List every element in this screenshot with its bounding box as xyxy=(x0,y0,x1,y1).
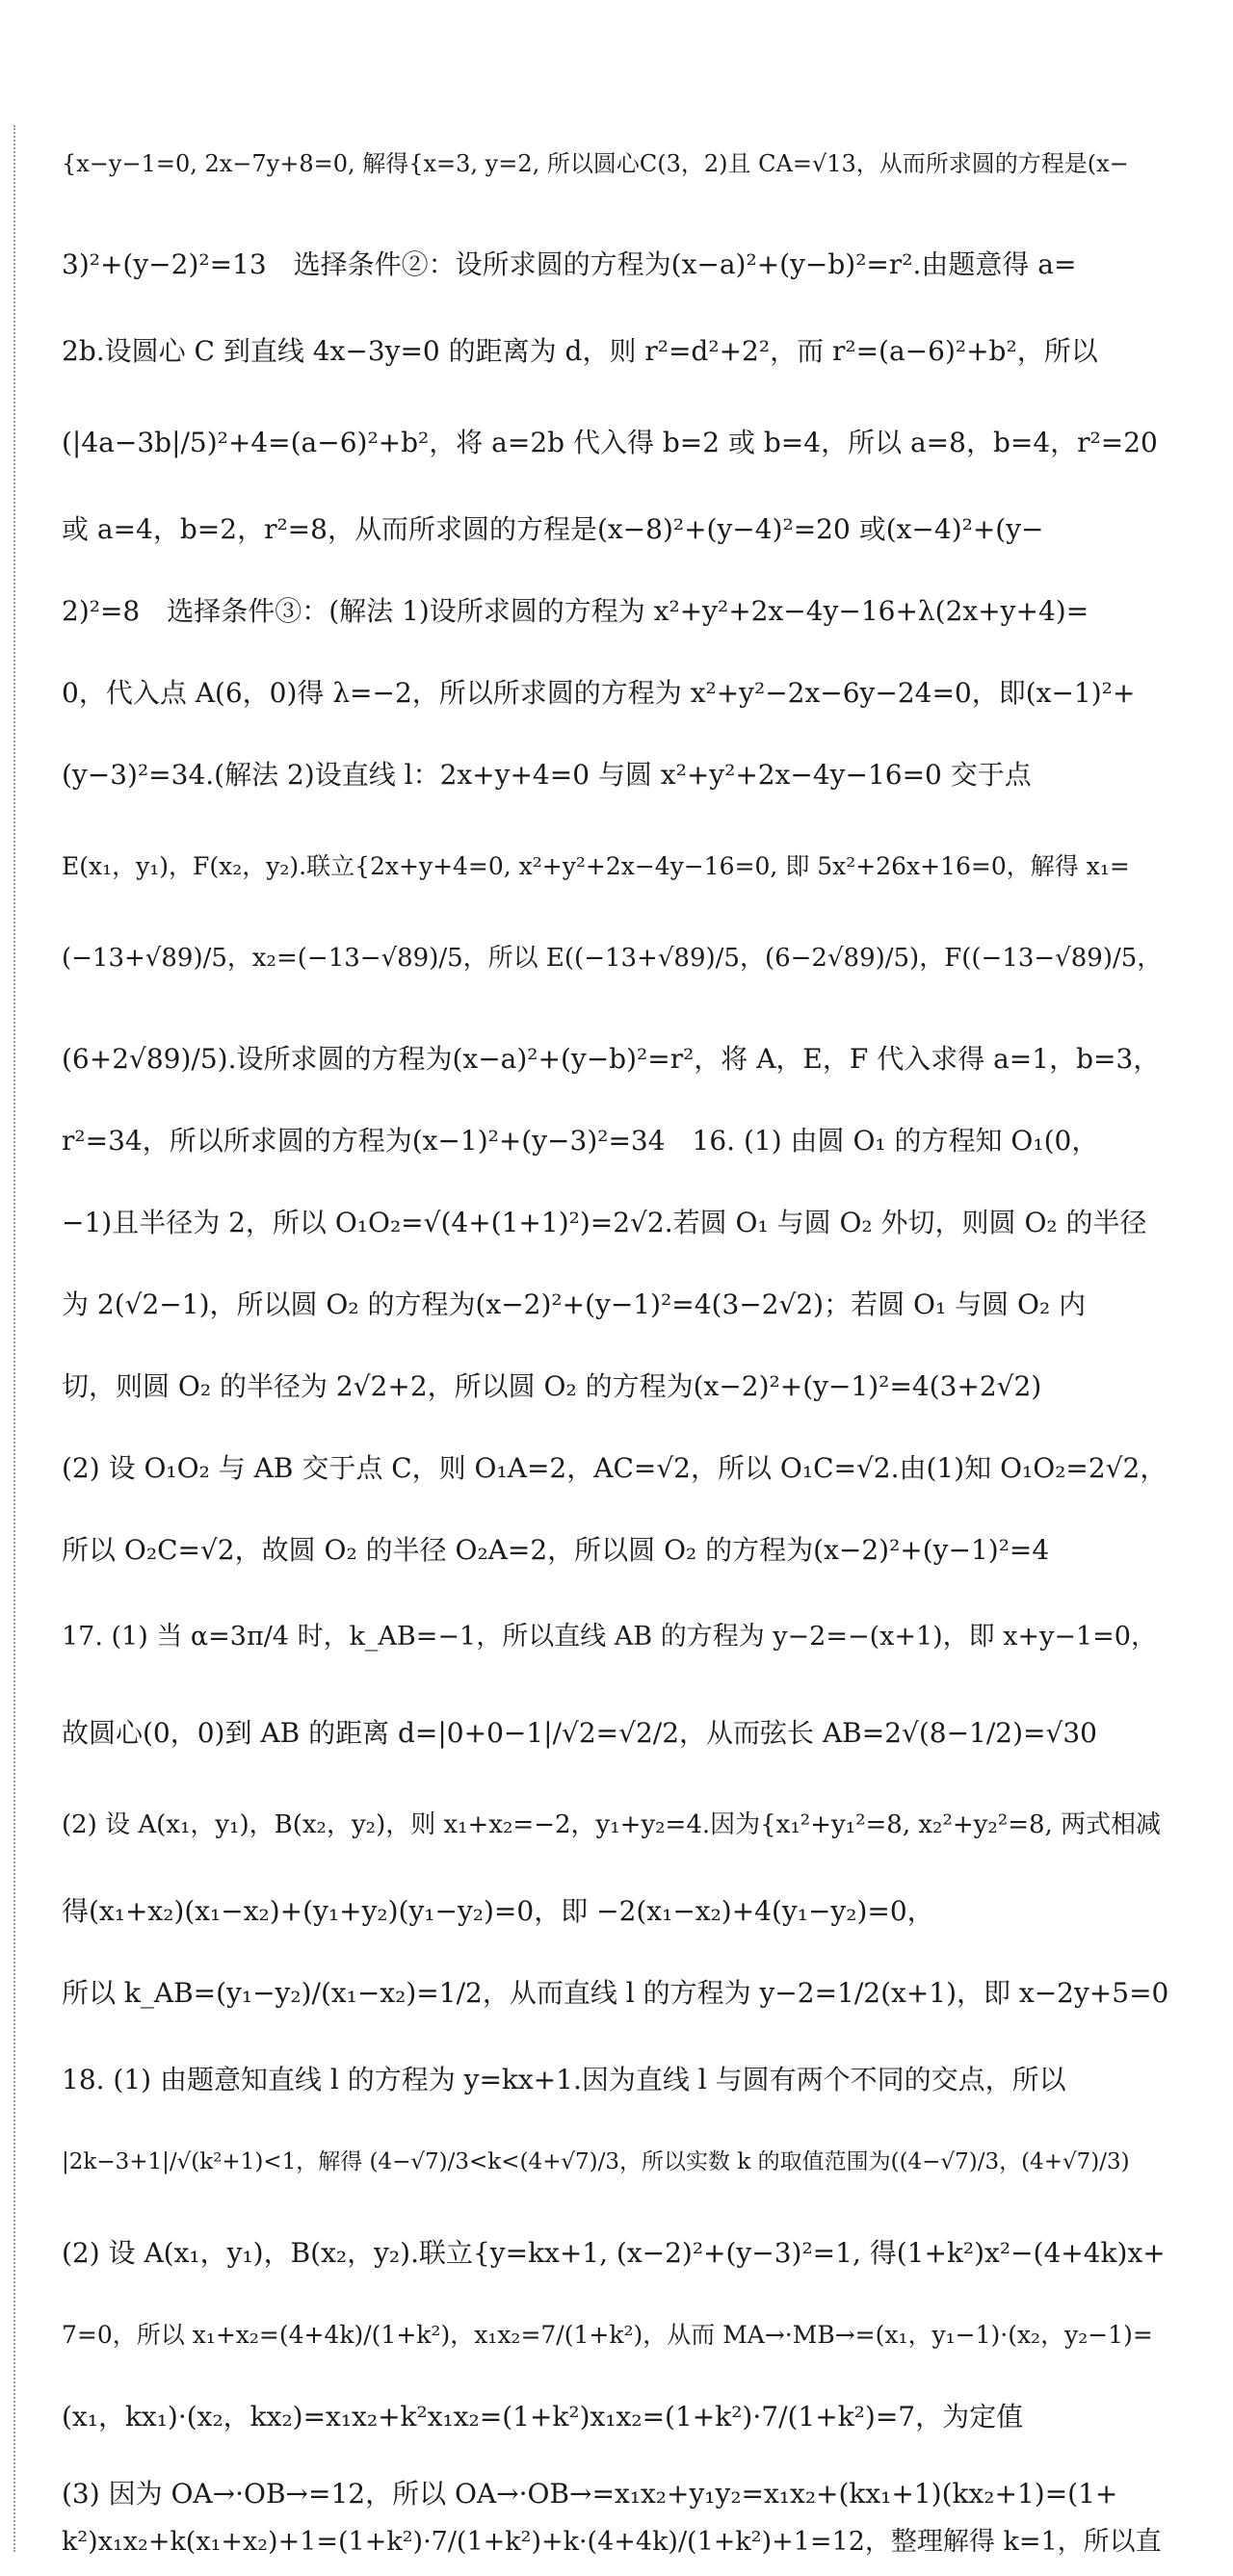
text-line: E(x₁，y₁)，F(x₂，y₂).联立{2x+y+4=0, x²+y²+2x−4y−16=0, 即 5x²+26x+16=0，解得 x₁= xyxy=(62,852,1130,880)
text-line: (x₁，kx₁)·(x₂，kx₂)=x₁x₂+k²x₁x₂=(1+k²)x₁x₂=(1+k²)·7/(1+k²)=7，为定值 xyxy=(62,2401,1024,2433)
text-line: (2) 设 A(x₁，y₁)，B(x₂，y₂).联立{y=kx+1, (x−2)²+(y−3)²=1, 得(1+k²)x²−(4+4k)x+ xyxy=(62,2237,1166,2269)
text-line: 切，则圆 O₂ 的半径为 2√2+2，所以圆 O₂ 的方程为(x−2)²+(y−1)²=4(3+2√2) xyxy=(62,1370,1042,1402)
text-line: (−13+√89)/5，x₂=(−13−√89)/5，所以 E((−13+√89)/5，(6−2√89)/5)，F((−13−√89)/5， xyxy=(62,944,1163,973)
text-line: (3) 因为 OA→·OB→=12，所以 OA→·OB→=x₁x₂+y₁y₂=x₁x₂+(kx₁+1)(kx₂+1)=(1+ xyxy=(62,2478,1118,2510)
text-line: 2b.设圆心 C 到直线 4x−3y=0 的距离为 d，则 r²=d²+2²，而 r²=(a−6)²+b²，所以 xyxy=(62,335,1098,367)
text-line: 或 a=4，b=2，r²=8，从而所求圆的方程是(x−8)²+(y−4)²=20 或(x−4)²+(y− xyxy=(62,513,1044,545)
text-line: 18. (1) 由题意知直线 l 的方程为 y=kx+1.因为直线 l 与圆有两个不同的交点，所以 xyxy=(62,2064,1066,2095)
text-line: 17. (1) 当 α=3π/4 时，k_AB=−1，所以直线 AB 的方程为 y−2=−(x+1)，即 x+y−1=0， xyxy=(62,1622,1157,1652)
text-line: (2) 设 O₁O₂ 与 AB 交于点 C，则 O₁A=2，AC=√2，所以 O₁C=√2.由(1)知 O₁O₂=2√2， xyxy=(62,1452,1167,1484)
text-line: (|4a−3b|/5)²+4=(a−6)²+b²，将 a=2b 代入得 b=2 或 b=4，所以 a=8，b=4，r²=20 xyxy=(62,427,1158,458)
text-line: 2)²=8 选择条件③：(解法 1)设所求圆的方程为 x²+y²+2x−4y−16+λ(2x+y+4)= xyxy=(62,595,1089,627)
text-line: {x−y−1=0, 2x−7y+8=0, 解得{x=3, y=2, 所以圆心C(3，2)且 CA=√13，从而所求圆的方程是(x− xyxy=(62,150,1129,177)
text-line: r²=34，所以所求圆的方程为(x−1)²+(y−3)²=34 16. (1) 由圆 O₁ 的方程知 O₁(0， xyxy=(62,1125,1099,1157)
text-line: 得(x₁+x₂)(x₁−x₂)+(y₁+y₂)(y₁−y₂)=0，即 −2(x₁−x₂)+4(y₁−y₂)=0， xyxy=(62,1895,934,1927)
text-line: |2k−3+1|/√(k²+1)<1，解得 (4−√7)/3<k<(4+√7)/3，所以实数 k 的取值范围为((4−√7)/3，(4+√7)/3) xyxy=(62,2149,1130,2174)
text-line: 为 2(√2−1)，所以圆 O₂ 的方程为(x−2)²+(y−1)²=4(3−2√2)；若圆 O₁ 与圆 O₂ 内 xyxy=(62,1288,1087,1320)
text-line: 7=0，所以 x₁+x₂=(4+4k)/(1+k²)，x₁x₂=7/(1+k²)，从而 MA→·MB→=(x₁，y₁−1)·(x₂，y₂−1)= xyxy=(62,2321,1153,2349)
text-line: (y−3)²=34.(解法 2)设直线 l：2x+y+4=0 与圆 x²+y²+2x−4y−16=0 交于点 xyxy=(62,759,1032,791)
text-line: 所以 O₂C=√2，故圆 O₂ 的半径 O₂A=2，所以圆 O₂ 的方程为(x−2)²+(y−1)²=4 xyxy=(62,1534,1050,1566)
text-line: (2) 设 A(x₁，y₁)，B(x₂，y₂)，则 x₁+x₂=−2，y₁+y₂=4.因为{x₁²+y₁²=8, x₂²+y₂²=8, 两式相减 xyxy=(62,1810,1162,1839)
binding-margin-rule xyxy=(13,125,15,2552)
text-line: 3)²+(y−2)²=13 选择条件②：设所求圆的方程为(x−a)²+(y−b)²=r².由题意得 a= xyxy=(62,248,1077,280)
text-line: k²)x₁x₂+k(x₁+x₂)+1=(1+k²)·7/(1+k²)+k·(4+4k)/(1+k²)+1=12，整理解得 k=1，所以直 xyxy=(62,2527,1162,2557)
text-line: (6+2√89)/5).设所求圆的方程为(x−a)²+(y−b)²=r²，将 A，E，F 代入求得 a=1，b=3， xyxy=(62,1043,1161,1075)
text-line: 所以 k_AB=(y₁−y₂)/(x₁−x₂)=1/2，从而直线 l 的方程为 y−2=1/2(x+1)，即 x−2y+5=0 xyxy=(62,1977,1169,2009)
text-line: 0，代入点 A(6，0)得 λ=−2，所以所求圆的方程为 x²+y²−2x−6y−24=0，即(x−1)²+ xyxy=(62,677,1136,709)
text-line: 故圆心(0，0)到 AB 的距离 d=|0+0−1|/√2=√2/2，从而弦长 AB=2√(8−1/2)=√30 xyxy=(62,1717,1097,1749)
text-line: −1)且半径为 2，所以 O₁O₂=√(4+(1+1)²)=2√2.若圆 O₁ 与圆 O₂ 外切，则圆 O₂ 的半径 xyxy=(62,1207,1147,1238)
